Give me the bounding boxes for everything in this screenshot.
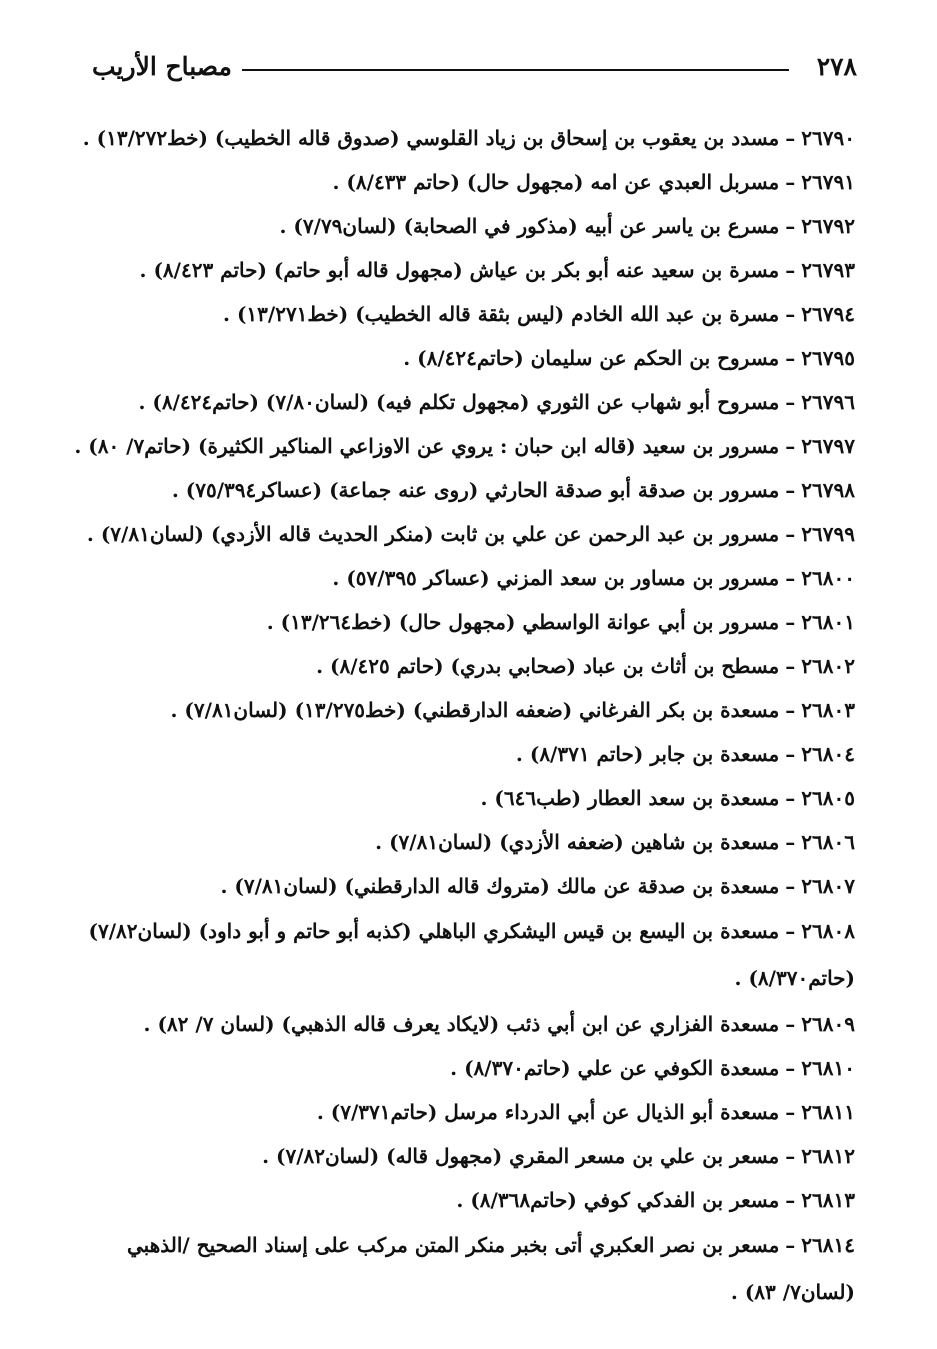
- entry-text: مسطح بن أثاث بن عباد (صحابي بدري) (حاتم ٨/٤٢٥) .: [316, 654, 780, 678]
- entry-text: مسعدة بن جابر (حاتم ٨/٣٧١) .: [515, 742, 780, 766]
- entry-number: ٢٦٧٩٧: [801, 434, 855, 458]
- entry-number: ٢٦٨١٣: [801, 1188, 855, 1212]
- entry-number: ٢٦٨١٢: [801, 1144, 855, 1168]
- entry-number: ٢٦٧٩٩: [801, 522, 855, 546]
- entry: ٢٦٨٠٠–مسرور بن مساور بن سعد المزني (عساكر ٥٧/٣٩٥) .: [332, 566, 855, 590]
- entry: ٢٦٨٠٦–مسعدة بن شاهين (ضعفه الأزدي) (لسان٧/٨١) .: [375, 830, 855, 854]
- entry-text: مسعدة بن بكر الفرغاني (ضعفه الدارقطني) (خط١٣/٢٧٥) (لسان٧/٨١) .: [170, 698, 780, 722]
- entry: ٢٦٨١٤–مسعر بن نصر العكبري أتى بخبر منكر المتن مركب على إسناد الصحيح /الذهبي (لسان٧/ ٨٣) .: [127, 1233, 855, 1304]
- entry-number: ٢٦٧٩٤: [801, 302, 855, 326]
- entry: ٢٦٨٠٥–مسعدة بن سعد العطار (طب٦٤٦) .: [480, 786, 855, 810]
- entry-text: مسعدة الكوفي عن علي (حاتم٨/٣٧٠) .: [450, 1056, 780, 1080]
- entry-text: مسعدة بن صدقة عن مالك (متروك قاله الدارقطني) (لسان٧/٨١) .: [220, 874, 780, 898]
- entry-text: مسعدة بن اليسع بن قيس اليشكري الباهلي (كذبه أبو حاتم و أبو داود) (لسان٧/٨٢) (حاتم٨/٣٧٠) .: [88, 919, 855, 990]
- entry: ٢٦٨٠٤–مسعدة بن جابر (حاتم ٨/٣٧١) .: [515, 742, 855, 766]
- entry-number: ٢٦٨٠٢: [801, 654, 855, 678]
- entry-number: ٢٦٧٩٠: [801, 126, 855, 150]
- entry-text: مسرور بن مساور بن سعد المزني (عساكر ٥٧/٣٩٥) .: [332, 566, 780, 590]
- entry: ٢٦٨٠١–مسرور بن أبي عوانة الواسطي (مجهول حال) (خط١٣/٢٦٤) .: [266, 610, 855, 634]
- entry-text: مسروح أبو شهاب عن الثوري (مجهول تكلم فيه) (لسان٧/٨٠) (حاتم٨/٤٢٤) .: [138, 390, 780, 414]
- entry: ٢٦٨٠٣–مسعدة بن بكر الفرغاني (ضعفه الدارقطني) (خط١٣/٢٧٥) (لسان٧/٨١) .: [170, 698, 855, 722]
- entry-number: ٢٦٨٠٥: [801, 786, 855, 810]
- entry-number: ٢٦٨٠٦: [801, 830, 855, 854]
- entry: ٢٦٨٠٨–مسعدة بن اليسع بن قيس اليشكري الباهلي (كذبه أبو حاتم و أبو داود) (لسان٧/٨٢) (حاتم٨/٣٧٠) .: [88, 919, 855, 990]
- entry-number: ٢٦٨٠٩: [801, 1012, 855, 1036]
- entry-number: ٢٦٧٩٨: [801, 478, 855, 502]
- entry: ٢٦٧٩٧–مسرور بن سعيد (قاله ابن حبان : يروي عن الاوزاعي المناكير الكثيرة) (حاتم٧/ ٨٠) .: [74, 434, 855, 458]
- entry: ٢٦٧٩٢–مسرع بن ياسر عن أبيه (مذكور في الصحابة) (لسان٧/٧٩) .: [279, 214, 855, 238]
- entry-text: مسربل العبدي عن امه (مجهول حال) (حاتم ٨/٤٣٣) .: [332, 170, 780, 194]
- entry-text: مسدد بن يعقوب بن إسحاق بن زياد القلوسي (صدوق قاله الخطيب) (خط١٣/٢٧٢) .: [82, 126, 780, 150]
- entry-number: ٢٦٨٠٠: [801, 566, 855, 590]
- entry: ٢٦٨٠٩–مسعدة الفزاري عن ابن أبي ذئب (لايكاد يعرف قاله الذهبي) (لسان ٧/ ٨٢) .: [143, 1012, 855, 1036]
- entry-number: ٢٦٨١٠: [801, 1056, 855, 1080]
- entry: ٢٦٨١٣–مسعر بن الفدكي كوفي (حاتم٨/٣٦٨) .: [456, 1188, 855, 1212]
- header-rule: [242, 69, 789, 71]
- entry-text: مسعر بن نصر العكبري أتى بخبر منكر المتن مركب على إسناد الصحيح /الذهبي (لسان٧/ ٨٣) .: [127, 1233, 855, 1304]
- entry-text: مسرور بن صدقة أبو صدقة الحارثي (روى عنه جماعة) (عساكر٧٥/٣٩٤) .: [171, 478, 780, 502]
- entry: ٢٦٧٩٦–مسروح أبو شهاب عن الثوري (مجهول تكلم فيه) (لسان٧/٨٠) (حاتم٨/٤٢٤) .: [138, 390, 855, 414]
- entry-number: ٢٦٨١١: [801, 1100, 855, 1124]
- entry-number: ٢٦٨٠٧: [801, 874, 855, 898]
- entry-number: ٢٦٧٩٥: [801, 346, 855, 370]
- entry-text: مسرة بن سعيد عنه أبو بكر بن عياش (مجهول قاله أبو حاتم) (حاتم ٨/٤٢٣) .: [139, 258, 780, 282]
- entry: ٢٦٨٠٧–مسعدة بن صدقة عن مالك (متروك قاله الدارقطني) (لسان٧/٨١) .: [220, 874, 855, 898]
- entry-text: مسرور بن عبد الرحمن عن علي بن ثابت (منكر الحديث قاله الأزدي) (لسان٧/٨١) .: [86, 522, 780, 546]
- entry: ٢٦٨١٢–مسعر بن علي بن مسعر المقري (مجهول قاله) (لسان٧/٨٢) .: [262, 1144, 855, 1168]
- page-header: [92, 52, 857, 92]
- entry: ٢٦٧٩٣–مسرة بن سعيد عنه أبو بكر بن عياش (مجهول قاله أبو حاتم) (حاتم ٨/٤٢٣) .: [139, 258, 855, 282]
- entry-text: مسرور بن أبي عوانة الواسطي (مجهول حال) (خط١٣/٢٦٤) .: [266, 610, 780, 634]
- entry-number: ٢٦٨١٤: [801, 1233, 855, 1257]
- entry-number: ٢٦٨٠٤: [801, 742, 855, 766]
- entry-text: مسعدة بن شاهين (ضعفه الأزدي) (لسان٧/٨١) .: [375, 830, 780, 854]
- entry-text: مسرور بن سعيد (قاله ابن حبان : يروي عن الاوزاعي المناكير الكثيرة) (حاتم٧/ ٨٠) .: [74, 434, 780, 458]
- entry-text: مسعدة الفزاري عن ابن أبي ذئب (لايكاد يعرف قاله الذهبي) (لسان ٧/ ٨٢) .: [143, 1012, 780, 1036]
- entry-number: ٢٦٨٠٣: [801, 698, 855, 722]
- entry: ٢٦٧٩٥–مسروح بن الحكم عن سليمان (حاتم٨/٤٢٤) .: [403, 346, 855, 370]
- entry: ٢٦٨١٠–مسعدة الكوفي عن علي (حاتم٨/٣٧٠) .: [450, 1056, 855, 1080]
- entry: ٢٦٧٩٩–مسرور بن عبد الرحمن عن علي بن ثابت (منكر الحديث قاله الأزدي) (لسان٧/٨١) .: [86, 522, 855, 546]
- entry-number: ٢٦٨٠٨: [801, 919, 855, 943]
- entry-number: ٢٦٧٩٣: [801, 258, 855, 282]
- entry-number: ٢٦٨٠١: [801, 610, 855, 634]
- entry-list: [70, 116, 855, 1316]
- running-title: مصباح الأريب: [92, 52, 232, 81]
- entry-text: مسرع بن ياسر عن أبيه (مذكور في الصحابة) (لسان٧/٧٩) .: [279, 214, 780, 238]
- entry-text: مسعر بن علي بن مسعر المقري (مجهول قاله) (لسان٧/٨٢) .: [262, 1144, 780, 1168]
- entry-number: ٢٦٧٩١: [801, 170, 855, 194]
- entry-text: مسروح بن الحكم عن سليمان (حاتم٨/٤٢٤) .: [403, 346, 780, 370]
- entry: ٢٦٧٩٠–مسدد بن يعقوب بن إسحاق بن زياد القلوسي (صدوق قاله الخطيب) (خط١٣/٢٧٢) .: [82, 126, 855, 150]
- entry: ٢٦٧٩٨–مسرور بن صدقة أبو صدقة الحارثي (روى عنه جماعة) (عساكر٧٥/٣٩٤) .: [171, 478, 855, 502]
- entry: ٢٦٧٩١–مسربل العبدي عن امه (مجهول حال) (حاتم ٨/٤٣٣) .: [332, 170, 855, 194]
- entry: ٢٦٨١١–مسعدة أبو الذيال عن أبي الدرداء مرسل (حاتم٧/٣٧١) .: [316, 1100, 855, 1124]
- entry-text: مسعدة بن سعد العطار (طب٦٤٦) .: [480, 786, 780, 810]
- page-number: ٢٧٨: [816, 52, 857, 81]
- entry: ٢٦٧٩٤–مسرة بن عبد الله الخادم (ليس بثقة قاله الخطيب) (خط١٣/٢٧١) .: [223, 302, 855, 326]
- entry-number: ٢٦٧٩٢: [801, 214, 855, 238]
- entry: ٢٦٨٠٢–مسطح بن أثاث بن عباد (صحابي بدري) (حاتم ٨/٤٢٥) .: [316, 654, 855, 678]
- entry-text: مسرة بن عبد الله الخادم (ليس بثقة قاله الخطيب) (خط١٣/٢٧١) .: [223, 302, 780, 326]
- entry-number: ٢٦٧٩٦: [801, 390, 855, 414]
- entry-text: مسعدة أبو الذيال عن أبي الدرداء مرسل (حاتم٧/٣٧١) .: [316, 1100, 780, 1124]
- entry-text: مسعر بن الفدكي كوفي (حاتم٨/٣٦٨) .: [456, 1188, 780, 1212]
